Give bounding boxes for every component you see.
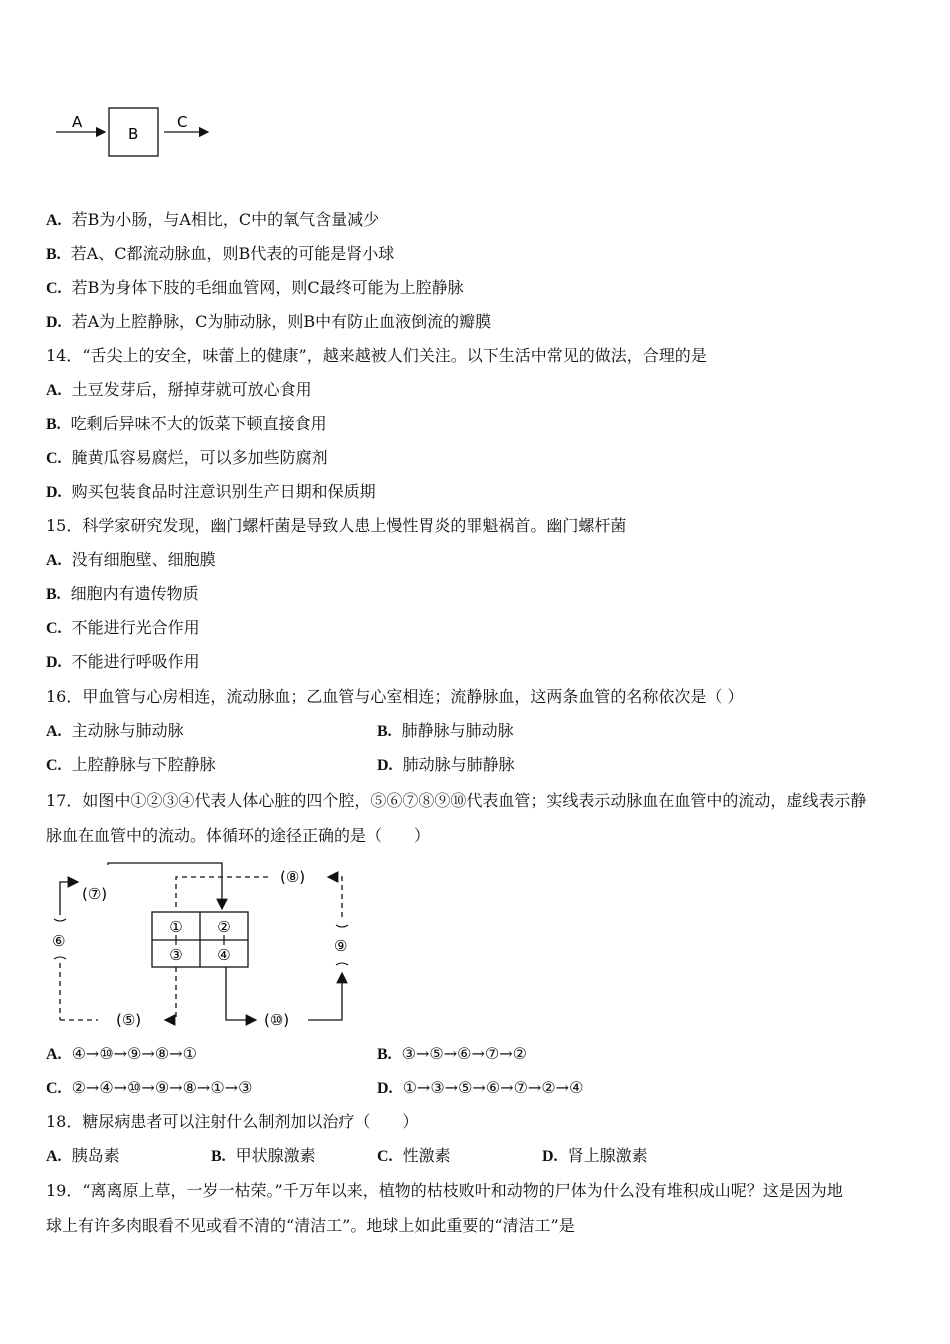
q17-stem-line1: 17．如图中①②③④代表人体心脏的四个腔，⑤⑥⑦⑧⑨⑩代表血管；实线表示动脉血在血管中的流动，虚线表示静	[46, 791, 867, 810]
q15-option-a: A. 没有细胞壁、细胞膜	[46, 550, 216, 569]
q15-option-b: B. 细胞内有遗传物质	[46, 584, 199, 603]
q14-stem: 14．“舌尖上的安全，味蕾上的健康”，越来越被人们关注。以下生活中常见的做法，合理的是	[46, 346, 707, 365]
q17-option-a: A. ④→⑩→⑨→⑧→①	[46, 1044, 197, 1063]
label-b: B	[128, 125, 139, 143]
vessel-7-path	[108, 863, 222, 909]
q14-option-d: D. 购买包装食品时注意识别生产日期和保质期	[46, 482, 376, 501]
chamber-1: ①	[169, 918, 183, 936]
heart-circulation-diagram	[40, 855, 370, 1035]
q17-option-b: B. ③→⑤→⑥→⑦→②	[377, 1044, 528, 1063]
q19-stem-line2: 球上有许多肉眼看不见或看不清的“清洁工”。地球上如此重要的“清洁工”是	[46, 1216, 575, 1235]
q16-stem: 16．甲血管与心房相连，流动脉血；乙血管与心室相连；流静脉血，这两条血管的名称依次是（ ）	[46, 687, 744, 706]
vessel-6-bracket-top	[54, 919, 66, 921]
q18-stem: 18．糖尿病患者可以注射什么制剂加以治疗（ ）	[46, 1112, 419, 1131]
q16-option-a: A. 主动脉与肺动脉	[46, 721, 184, 740]
label-a: A	[72, 113, 83, 131]
q15-stem: 15．科学家研究发现，幽门螺杆菌是导致人患上慢性胃炎的罪魁祸首。幽门螺杆菌	[46, 516, 627, 535]
vessel-8-entry	[328, 877, 342, 917]
q14-option-a: A. 土豆发芽后，掰掉芽就可放心食用	[46, 380, 312, 399]
vessel-7-entry	[60, 882, 78, 915]
q13-option-b: B. 若A、C都流动脉血，则B代表的可能是肾小球	[46, 244, 395, 263]
vessel-5-path	[165, 967, 176, 1020]
vessel-9-label: ⑨	[334, 937, 348, 955]
q14-option-c: C. 腌黄瓜容易腐烂，可以多加些防腐剂	[46, 448, 328, 467]
vessel-7-label: (⑦)	[82, 885, 108, 903]
flow-diagram-abc	[50, 100, 220, 162]
q14-option-b: B. 吃剩后异味不大的饭菜下顿直接食用	[46, 414, 327, 433]
vessel-9-bracket-top	[336, 925, 348, 927]
vessel-6-label: ⑥	[52, 932, 66, 950]
vessel-5-label: (⑤)	[116, 1011, 142, 1029]
q15-option-d: D. 不能进行呼吸作用	[46, 652, 200, 671]
q13-option-d: D. 若A为上腔静脉，C为肺动脉，则B中有防止血液倒流的瓣膜	[46, 312, 492, 331]
q19-stem-line1: 19．“离离原上草，一岁一枯荣。”千万年以来，植物的枯枝败叶和动物的尸体为什么没有堆积成山呢？这是因为地	[46, 1181, 843, 1200]
q18-option-b: B. 甲状腺激素	[211, 1146, 316, 1165]
q18-option-d: D. 肾上腺激素	[542, 1146, 648, 1165]
label-c: C	[177, 113, 188, 131]
q16-option-c: C. 上腔静脉与下腔静脉	[46, 755, 216, 774]
q17-option-c: C. ②→④→⑩→⑨→⑧→①→③	[46, 1078, 253, 1097]
vessel-10-path	[226, 967, 256, 1020]
q18-option-a: A. 胰岛素	[46, 1146, 120, 1165]
chamber-3: ③	[169, 946, 183, 964]
chamber-4: ④	[217, 946, 231, 964]
vessel-10-label: (⑩)	[264, 1011, 290, 1029]
chamber-2: ②	[217, 918, 231, 936]
q16-option-b: B. 肺静脉与肺动脉	[377, 721, 514, 740]
q17-stem-line2: 脉血在血管中的流动。体循环的途径正确的是（ ）	[46, 826, 431, 845]
q15-option-c: C. 不能进行光合作用	[46, 618, 200, 637]
q13-option-a: A. 若B为小肠，与A相比，C中的氧气含量减少	[46, 210, 380, 229]
vessel-9-bracket-bottom	[336, 963, 348, 965]
q16-option-d: D. 肺动脉与肺静脉	[377, 755, 515, 774]
q18-option-c: C. 性激素	[377, 1146, 451, 1165]
vessel-8-label: (⑧)	[280, 868, 306, 886]
vessel-9-path	[308, 973, 342, 1020]
q17-option-d: D. ①→③→⑤→⑥→⑦→②→④	[377, 1078, 584, 1097]
vessel-6-bracket-bottom	[54, 957, 66, 959]
q13-option-c: C. 若B为身体下肢的毛细血管网，则C最终可能为上腔静脉	[46, 278, 464, 297]
